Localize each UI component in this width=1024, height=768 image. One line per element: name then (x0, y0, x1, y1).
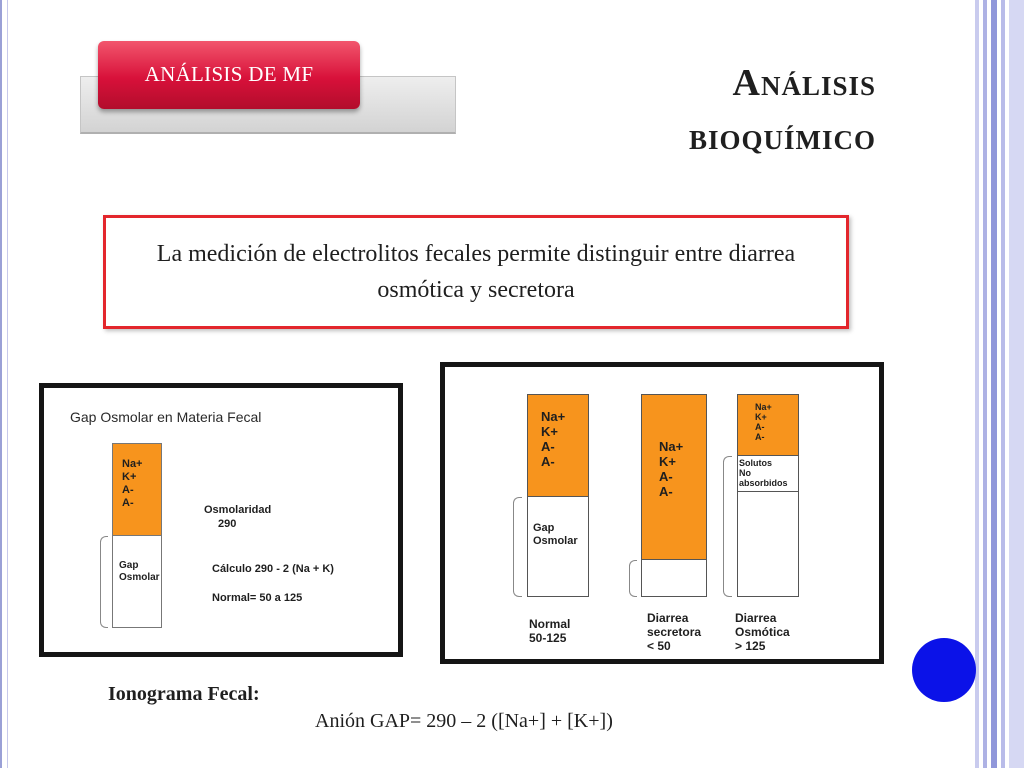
normal-range-text: Normal= 50 a 125 (212, 592, 303, 604)
right-frame-stripes (975, 0, 1024, 768)
gap-osmolar-figure (39, 383, 403, 657)
normal-caption: Normal 50-125 (529, 617, 571, 645)
osmotic-gap-bracket (723, 456, 732, 597)
secretory-caption: Diarrea secretora < 50 (647, 611, 702, 653)
figure-left-title: Gap Osmolar en Materia Fecal (70, 409, 262, 425)
secretory-ion-label: Na+ K+ A- A- (659, 439, 684, 499)
secretory-gap-bracket (629, 560, 637, 597)
osmotic-gap-bar (737, 492, 799, 597)
normal-gap-bracket (513, 497, 522, 597)
osmotic-solutes-label: Solutos No absorbidos (739, 458, 788, 488)
osmotic-caption: Diarrea Osmótica > 125 (735, 611, 790, 653)
secretory-gap-bar (641, 560, 707, 597)
slide-title-line1: Análisis (732, 62, 876, 104)
osmolarity-value: 290 (218, 518, 237, 530)
osmotic-ion-label: Na+ K+ A- A- (755, 402, 772, 442)
ion-bar-label: Na+ K+ A- A- (122, 458, 143, 509)
gap-bar-label: Gap Osmolar (119, 560, 160, 583)
decorative-blue-circle (912, 638, 976, 702)
slide-title-line2: bioquímico (688, 116, 876, 158)
gap-bracket (100, 536, 108, 628)
ionogram-label: Ionograma Fecal: (108, 683, 260, 705)
diarrhea-comparison-figure (440, 362, 884, 664)
slide-title (689, 56, 876, 164)
left-frame-line (0, 0, 8, 768)
callout-box (103, 215, 849, 329)
normal-gap-label: Gap Osmolar (533, 522, 578, 547)
osmolarity-label: Osmolaridad (204, 504, 272, 516)
callout-text: La medición de electrolitos fecales permite distinguir entre diarrea osmótica y secretora (156, 241, 796, 303)
anion-gap-formula: Anión GAP= 290 – 2 ([Na+] + [K+]) (315, 710, 613, 732)
section-label-tab: ANÁLISIS DE MF (98, 41, 360, 109)
calc-text: Cálculo 290 - 2 (Na + K) (212, 563, 334, 575)
normal-ion-label: Na+ K+ A- A- (541, 409, 566, 469)
